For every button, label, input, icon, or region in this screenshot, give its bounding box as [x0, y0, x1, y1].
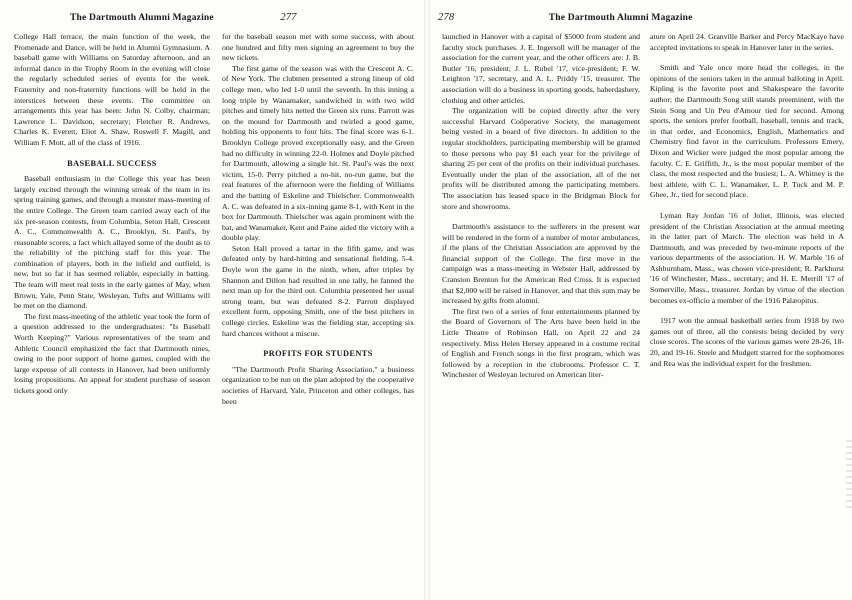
left-col2-paragraph: "The Dartmouth Profit Sharing Association," a business organization to be run on the plan adopted by the cooperative societies of Harvard, Yale, Princeton and other colleges, has been	[222, 364, 414, 406]
right-col2-paragraph: 1917 won the annual basketball series from 1918 by two games out of three, all the contests being decided by very close scores. The scores of the various games were 28-26, 18-20, and 19-16. Steele and Mudgett starred for the sophomores and Rea was the individual expert for the freshmen.	[650, 316, 844, 368]
right-page-header	[438, 12, 693, 23]
right-col1-paragraph: The first two of a series of four entertainments planned by the Board of Governors of The Arts have been held in the Little Theatre of Robinson Hall, on April 22 and 24 respectively. Miss Helen Hersey appeared in a costume recital of English and French songs in the first program, which was followed by a reception in the clubrooms. Professor C. T. Winchester of Wesleyan lectured on American liter-	[442, 306, 640, 380]
paragraph-gap	[442, 212, 640, 222]
right-col1-paragraph: Dartmouth's assistance to the sufferers in the present war will be rendered in the form of a number of motor ambulances, if the plans of the Christian Association are approved by the financial support of the College. The first move in the campaign was a mass-meeting in Webster Hall, addressed by Cranston Brenton for the American Red Cross. It is expected that $2,000 will be raised in Hanover, and that this sum may be increased by gifts from alumni.	[442, 222, 640, 306]
left-page-number: 277	[280, 12, 297, 23]
right-column-2	[650, 32, 844, 369]
paragraph-gap	[650, 53, 844, 63]
left-col2-paragraph: Seton Hall proved a tartar in the fifth game, and was defeated only by hard-hitting and sensational fielding, 5-4. Doyle won the game in the ninth, when, after triples by Shannon and Dillon had resulted in one tally, he fanned the next man up for the third out. Columbia presented her usual strong team, but was defeated 8-2. Parrott displayed excellent form, opposing Smith, one of the best pitchers in college circles. Eskeline was the fielding star, accepting six hard chances without a miscue.	[222, 243, 414, 338]
right-col1-paragraph: launched in Hanover with a capital of $5000 from student and faculty stock purchases. J. E. Ingersoll will be manager of the association for the current year, and the other officers are: J. B. Butler '16, president; J. L. Rubel '17, vice-president; F. W. Leighton '17, secretary, and A. L. Priddy '15, treasurer. The association will do a business in sporting goods, haberdashery, clothing and other articles.	[442, 32, 640, 105]
left-col2-paragraph: The first game of the season was with the Crescent A. C. of New York. The clubmen presented a strong lineup of old college men, who led 1-0 until the seventh. In this inning a long triple by Wanamaker, sandwiched in with two wild pitches and timely hits netted the Green six runs. Parrott was on the mound for Dartmouth and twirled a good game, holding his opponents to four hits. The final score was 6-1. Brooklyn College proved exceptionally easy, and the Green had no difficulty in winning 22-0. Holmes and Doyle pitched for Dartmouth, allowing a single hit. St. Paul's was the next victim, 15-0. Perry pitched a no-hit, no-run game, but the real features of the afternoon were the fielding of Williams and the batting of Eskeline and Thielscher. Commonwealth A. C. was defeated in a six-inning game 8-1, with Kent in the box for Dartmouth. Thielscher was again prominent with the bat, and Wanamaker, Kent and Paine aided the victory with a double play.	[222, 63, 414, 243]
left-header-title: The Dartmouth Alumni Magazine	[70, 13, 214, 23]
right-col2-paragraph: Smith and Yale once more head the colleges, in the opinions of the seniors taken in the annual balloting in April. Kipling is the favorite poet and Shakespeare the favorite author; the Dartmouth Song still stands preeminent, with the Stein Song and Un Peu d'Amour tied for second. Among sports, the seniors prefer football, baseball, tennis and track, in that order, and Economics, English, Mathematics and Chemistry find favor in the curriculum. Professors Emery, Dixon and Wicker were judged the most popular among the faculty. C. E. Griffith, Jr., is the most popular member of the class, the most respected and the busiest; L. A. Whitney is the best athlete, with C. L. Wanamaker, L. P. Tuck and M. P. Ghee, Jr., tied for second place.	[650, 63, 844, 200]
right-page	[430, 0, 852, 600]
page-edge-marks	[846, 440, 852, 510]
right-column-1	[442, 32, 640, 381]
right-col2-paragraph: ature on April 24. Granville Barker and Percy MacKaye have accepted invitations to speak in Hanover later in the series.	[650, 32, 844, 52]
left-col1-paragraph: The first mass-meeting of the athletic year took the form of a question addressed to the undergraduates: "Is Baseball Worth Keeping?" Various representatives of the team and Athletic Council emphasized the fact that Dartmouth nines, owing to the poor support of home games, coupled with the large expense of all contests in Hanover, had been uniformly losing propositions. An appeal for student purchase of season tickets good only	[14, 311, 210, 395]
left-column-1	[14, 32, 210, 397]
right-col1-paragraph: The organization will be copied directly after the very successful Harvard Coöperative Society, the management being vested in a board of five directors. In addition to the regular stockholders, participating membership will be granted to those persons who pay $1 each year for the privilege of sharing 25 per cent of the profits on their individual purchases. Eventually under the plan of the association, all of the net profits will be distributed among the participating members. The association has leased space in the Bridgman Block for store and showrooms.	[442, 106, 640, 211]
left-page-header	[70, 12, 297, 23]
right-col2-paragraph: Lyman Ray Jordan '16 of Joliet, Illinois, was elected president of the Christian Association at the annual meeting in the latter part of March. The election was held in A Dartmouth, and was preceded by two-minute reports of the various departments of the association. H. W. Marble '16 of Ashburnham, Mass., was chosen vice-president; R. Parkhurst '16 of Winchester, Mass., secretary; and H. E. Merrill '17 of Somerville, Mass., treasurer. Jordan by virtue of the election becomes ex-officio a member of the 1916 Palæopitus.	[650, 210, 844, 305]
left-col1-paragraph: Baseball enthusiasm in the College this year has been largely excited through the winning streak of the team in its spring training games, and through a monster mass-meeting of the entire College. The Green team carried away each of the six pre-season contests, from Columbia, Seton Hall, Crescent A. C., Commonwealth A. C., Brooklyn, St. Paul's, by reasonable scores, a fact which allayed some of the doubt as to the reliability of the pitching staff for this year. The combination of players, both in the infield and outfield, is new, but so far it has seemed reliable, especially in batting. The team will meet real tests in the early games of May, when Brown, Yale, Penn State, Wesleyan, Tufts and Williams will be met on the diamond.	[14, 174, 210, 311]
paragraph-gap	[650, 201, 844, 211]
right-header-title: The Dartmouth Alumni Magazine	[548, 13, 693, 23]
right-page-number: 278	[438, 12, 455, 23]
left-col1-paragraph: College Hall terrace, the main function of the week, the Promenade and Dance, will be held in Alumni Gymnasium. A baseball game with Williams on Saturday afternoon, and an informal dance in the Trophy Room in the evening will close the regularly scheduled series of events for the week. Fraternity and non-fraternity functions will be held in the interstices between these events. The committee on arrangements this year has been: John N. Colby, chairman; Lawrence L. Davidson, secretary; Fletcher R. Andrews, Charles K. Everett, Eliot A. Shaw, Roswell F. Magill, and William F. Mott, all of the class of 1916.	[14, 32, 210, 147]
section-heading-baseball-success: BASEBALL SUCCESS	[67, 158, 157, 168]
paragraph-gap	[650, 306, 844, 316]
left-column-2	[222, 32, 414, 407]
left-page	[0, 0, 424, 600]
section-heading-profits-for-students: PROFITS FOR STUDENTS	[263, 349, 373, 359]
left-col2-paragraph: for the baseball season met with some success, with about one hundred and fifty men signing an agreement to buy the new tickets.	[222, 32, 414, 63]
